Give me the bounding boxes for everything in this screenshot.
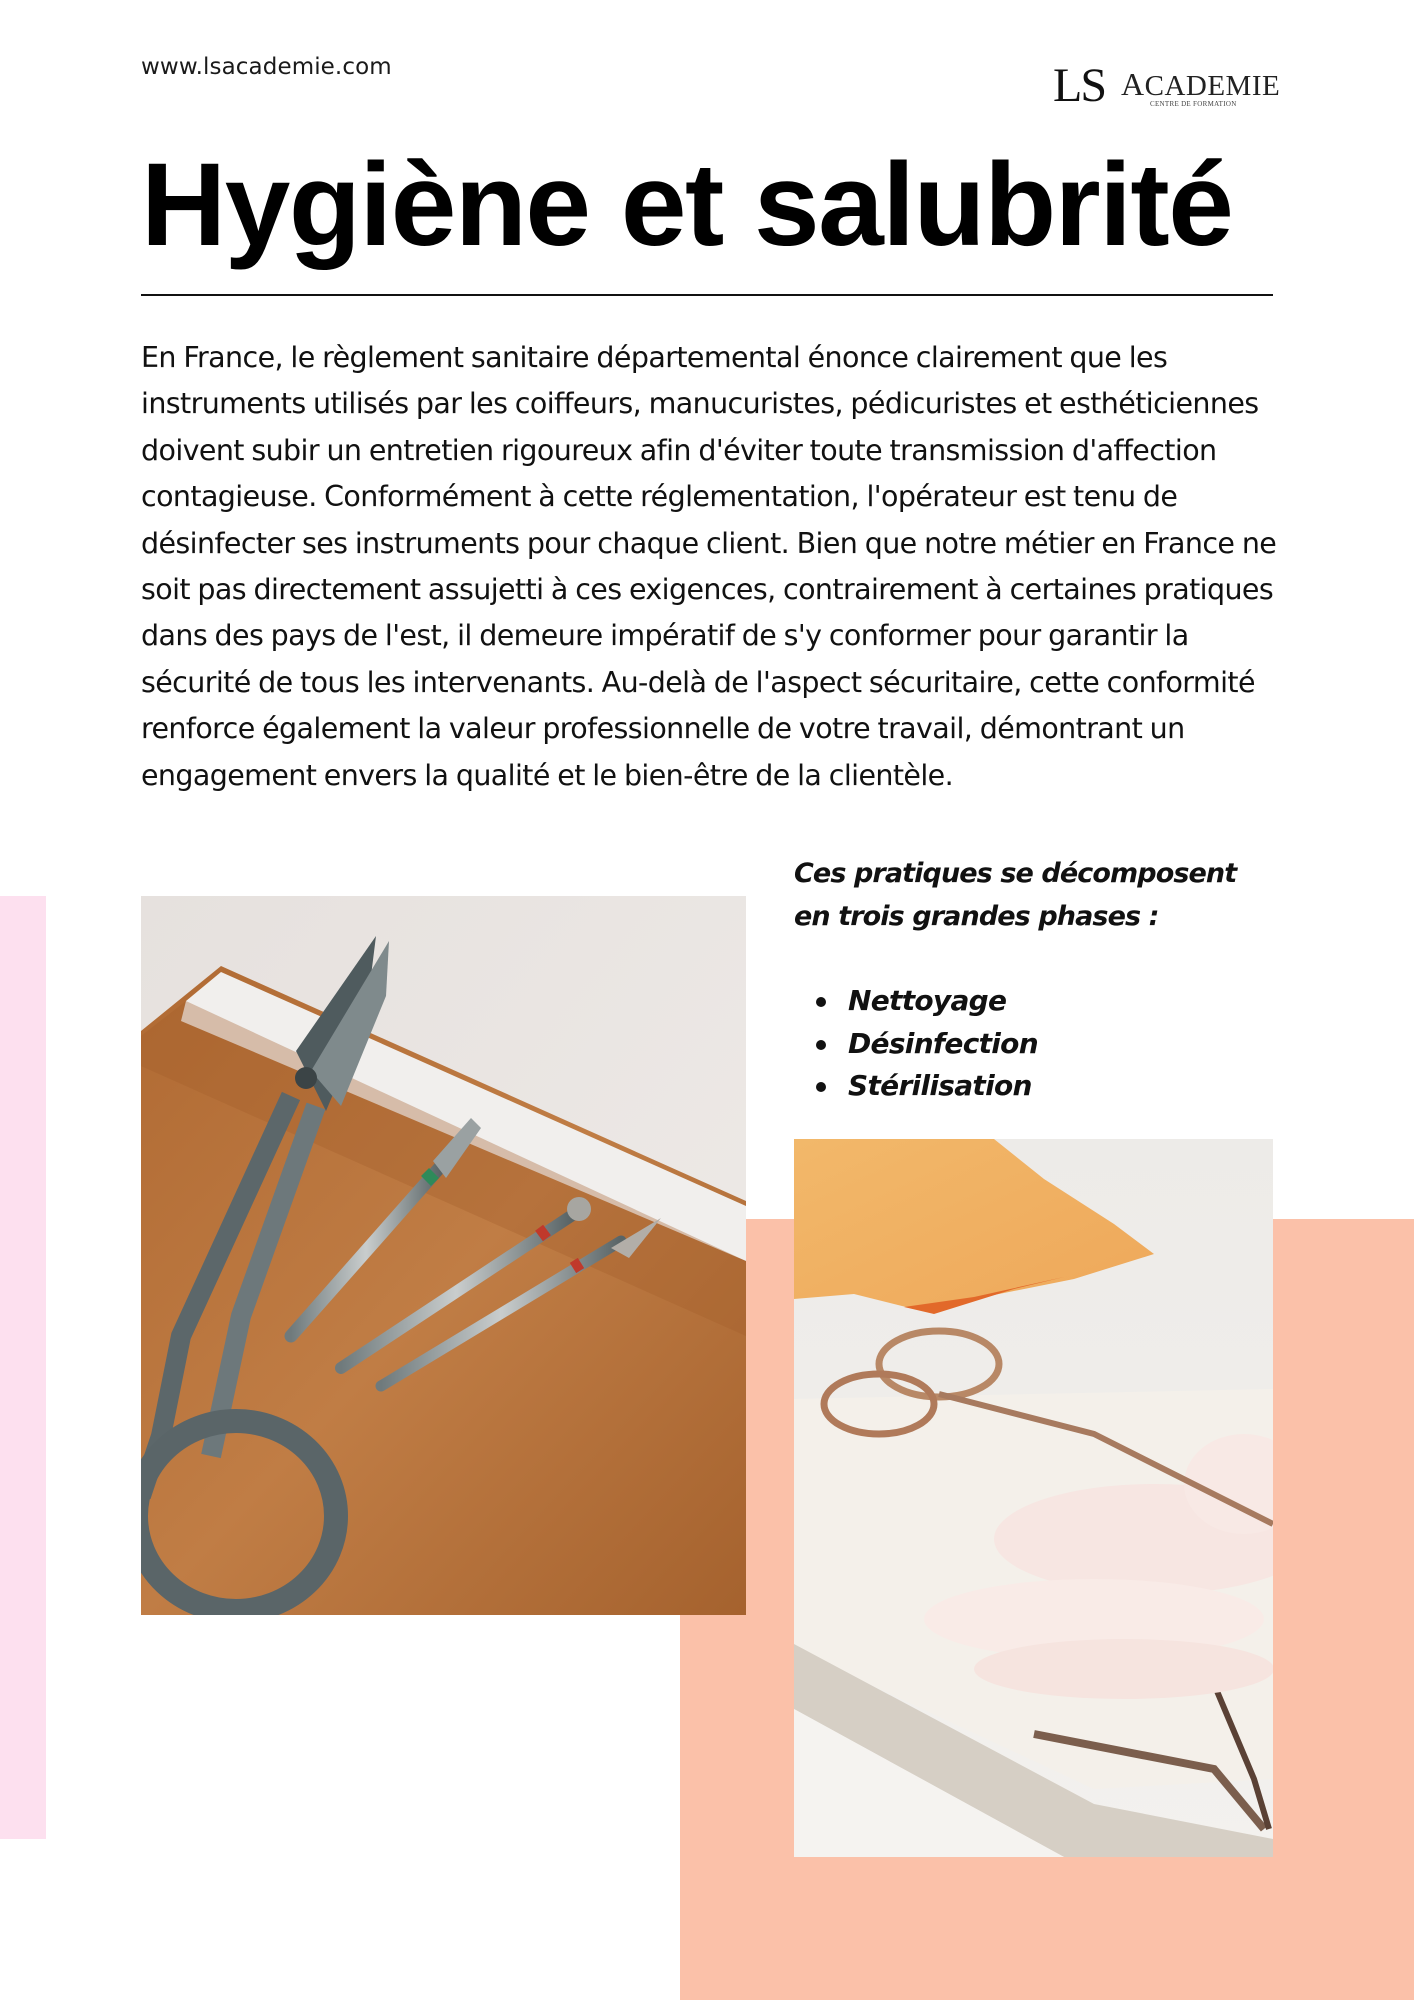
list-item: Désinfection xyxy=(848,1023,1264,1066)
pink-accent-strip xyxy=(0,896,46,1839)
logo-tagline: CENTRE DE FORMATION xyxy=(1150,100,1237,108)
photo-nail-tools-kraft-pouch xyxy=(141,896,746,1615)
intro-paragraph: En France, le règlement sanitaire départemental énonce clairement que les instruments utilisés par les coiffeurs, manucuristes, pédicuristes et esthéticiennes doivent subir un entretien rigoureux afin d'éviter toute transmission d'affection contagieuse. Conformément à cette réglementation, l'opérateur est tenu de désinfecter ses instruments pour chaque client. Bien que notre métier en France ne soit pas directement assujetti à ces exigences, contrairement à certaines pratiques dans des pays de l'est, il demeure impératif de s'y conformer pour garantir la sécurité de tous les intervenants. Au-delà de l'aspect sécuritaire, cette conformité renforce également la valeur professionnelle de votre travail, démontrant un engagement envers la qualité et le bien-être de la clientèle. xyxy=(141,341,1277,792)
page-title: Hygiène et salubrité xyxy=(141,139,1233,271)
bullet-icon xyxy=(816,1040,826,1050)
bullet-icon xyxy=(816,1082,826,1092)
ls-academie-logo xyxy=(1053,59,1281,112)
title-divider xyxy=(141,294,1273,296)
website-url[interactable]: www.lsacademie.com xyxy=(141,54,392,80)
list-item: Stérilisation xyxy=(848,1065,1264,1108)
photo-gloved-hand-scissors-tray xyxy=(794,1139,1273,1857)
phases-section xyxy=(794,852,1264,1108)
phases-intro: Ces pratiques se décomposent en trois grandes phases : xyxy=(794,858,1237,932)
sterilization-tray-illustration xyxy=(794,1139,1273,1857)
phases-list xyxy=(794,980,1264,1108)
list-item: Nettoyage xyxy=(848,980,1264,1023)
bullet-icon xyxy=(816,997,826,1007)
logo-monogram: LS xyxy=(1053,59,1106,112)
logo-wordmark: ACADEMIE xyxy=(1121,66,1281,102)
nail-tools-illustration xyxy=(141,896,746,1615)
